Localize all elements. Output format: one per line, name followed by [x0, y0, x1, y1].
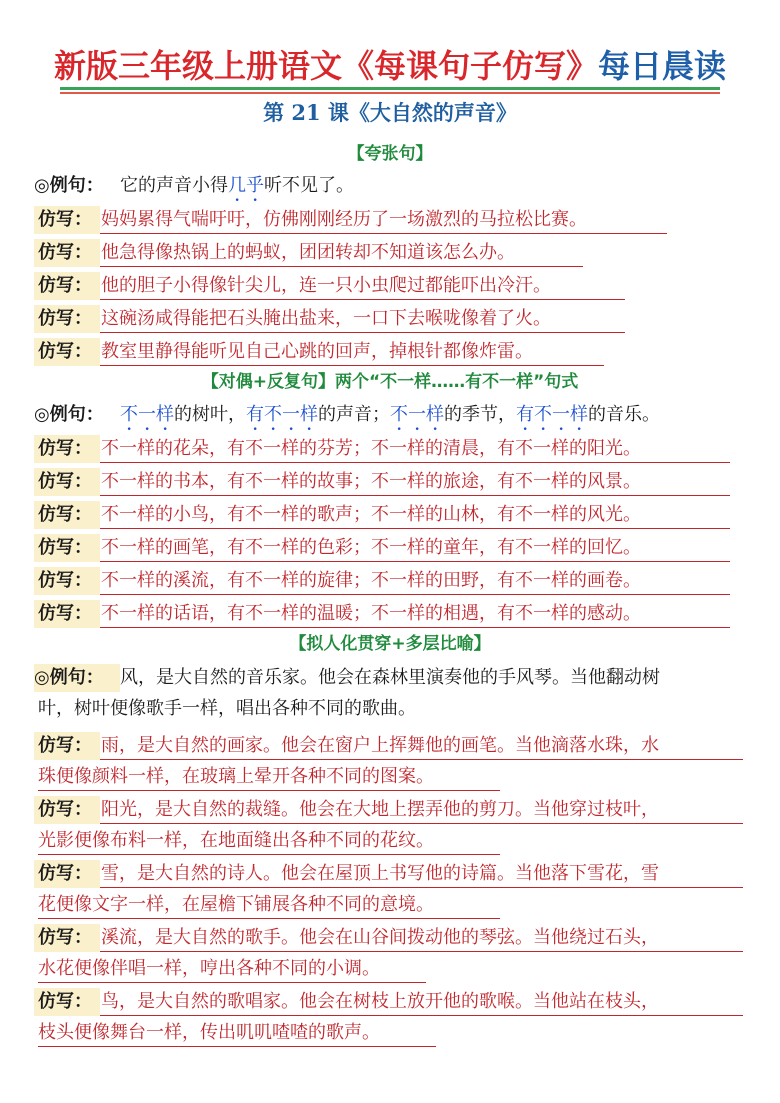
- title-part-topic: 每课句子仿写: [373, 47, 566, 85]
- imitation-label: 仿写：: [38, 735, 92, 756]
- underline: [100, 528, 730, 529]
- example-sentence: [120, 401, 660, 429]
- underline: [100, 823, 743, 824]
- underline: [100, 462, 730, 463]
- imitation-label: 仿写：: [38, 863, 92, 884]
- imitation-text-line2: 光影便像布料一样，在地面缝出各种不同的花纹。: [38, 830, 434, 851]
- imitation-text: 不一样的花朵，有不一样的芬芳；不一样的清晨，有不一样的阳光。: [101, 438, 641, 459]
- imitation-label: 仿写：: [38, 308, 92, 329]
- imitation-text-line2: 枝头便像舞台一样，传出叽叽喳喳的歌声。: [38, 1022, 380, 1043]
- lesson-heading: 第 21 课《大自然的声音》: [263, 100, 517, 125]
- imitation-text: 他的胆子小得像针尖儿，连一只小虫爬过都能吓出冷汗。: [101, 275, 551, 296]
- underline: [100, 951, 743, 952]
- example-keyword: 几乎: [228, 175, 264, 196]
- example-label: ◎例句：: [34, 404, 104, 425]
- imitation-text: 教室里静得能听见自己心跳的回声，掉根针都像炸雷。: [101, 341, 533, 362]
- example-text: 的树叶，: [174, 404, 246, 425]
- page-title: [0, 44, 780, 88]
- underline: [38, 854, 500, 855]
- example-text-line2: 叶，树叶便像歌手一样，唱出各种不同的歌曲。: [38, 698, 416, 719]
- example-text: 的音乐。: [588, 404, 660, 425]
- example-keyword: 不一样: [120, 404, 174, 425]
- title-rule-red: [60, 92, 720, 94]
- example-sentence: [120, 172, 354, 200]
- imitation-label: 仿写：: [38, 603, 92, 624]
- imitation-text-line1: 溪流，是大自然的歌手。他会在山谷间拨动他的琴弦。当他绕过石头，: [101, 927, 659, 948]
- underline: [38, 982, 426, 983]
- imitation-label: 仿写：: [38, 504, 92, 525]
- example-text-line1: 风，是大自然的音乐家。他会在森林里演奏他的手风琴。当他翻动树: [120, 667, 660, 688]
- imitation-label: 仿写：: [38, 341, 92, 362]
- imitation-text-line1: 阳光，是大自然的裁缝。他会在大地上摆弄他的剪刀。当他穿过枝叶，: [101, 799, 659, 820]
- underline: [38, 918, 500, 919]
- underline: [100, 332, 625, 333]
- imitation-label: 仿写：: [38, 438, 92, 459]
- imitation-text-line2: 水花便像伴唱一样，哼出各种不同的小调。: [38, 958, 380, 979]
- imitation-label: 仿写：: [38, 471, 92, 492]
- imitation-label: 仿写：: [38, 242, 92, 263]
- imitation-text: 不一样的小鸟，有不一样的歌声；不一样的山林，有不一样的风光。: [101, 504, 641, 525]
- imitation-label: 仿写：: [38, 537, 92, 558]
- imitation-text: 他急得像热锅上的蚂蚁，团团转却不知道该怎么办。: [101, 242, 515, 263]
- imitation-text: 不一样的画笔，有不一样的色彩；不一样的童年，有不一样的回忆。: [101, 537, 641, 558]
- imitation-text-line2: 珠便像颜料一样，在玻璃上晕开各种不同的图案。: [38, 766, 434, 787]
- imitation-label: 仿写：: [38, 799, 92, 820]
- imitation-label: 仿写：: [38, 570, 92, 591]
- title-rule-green: [60, 87, 720, 90]
- underline: [100, 759, 743, 760]
- imitation-label: 仿写：: [38, 991, 92, 1012]
- imitation-label: 仿写：: [38, 927, 92, 948]
- underline: [100, 627, 730, 628]
- imitation-text: 不一样的溪流，有不一样的旋律；不一样的田野，有不一样的画卷。: [101, 570, 641, 591]
- underline: [100, 1015, 743, 1016]
- example-text: 听不见了。: [264, 175, 354, 196]
- underline: [100, 233, 667, 234]
- imitation-text-line1: 雪，是大自然的诗人。他会在屋顶上书写他的诗篇。当他落下雪花，雪: [101, 863, 659, 884]
- underline: [38, 790, 500, 791]
- imitation-text-line1: 雨，是大自然的画家。他会在窗户上挥舞他的画笔。当他滴落水珠，水: [101, 735, 659, 756]
- underline: [100, 887, 743, 888]
- imitation-label: 仿写：: [38, 209, 92, 230]
- underline: [100, 365, 604, 366]
- underline: [100, 266, 583, 267]
- example-text: 它的声音小得: [120, 175, 228, 196]
- example-keyword: 有不一样: [516, 404, 588, 425]
- underline: [38, 1046, 436, 1047]
- underline: [100, 299, 625, 300]
- title-part-grade: 三年级上册语文《: [117, 47, 374, 85]
- example-keyword: 有不一样: [246, 404, 318, 425]
- title-part-reading: 每日晨读: [598, 47, 727, 85]
- title-part-close: 》: [566, 47, 599, 85]
- imitation-text: 不一样的书本，有不一样的故事；不一样的旅途，有不一样的风景。: [101, 471, 641, 492]
- section-heading-exaggeration: 【夸张句】: [347, 144, 433, 164]
- underline: [100, 561, 730, 562]
- example-text: 的声音；: [318, 404, 390, 425]
- example-keyword: 不一样: [390, 404, 444, 425]
- imitation-text-line1: 鸟，是大自然的歌唱家。他会在树枝上放开他的歌喉。当他站在枝头，: [101, 991, 659, 1012]
- section-heading-antithesis: 【对偶+反复句】两个“不一样……有不一样”句式: [201, 372, 579, 392]
- example-text: 的季节，: [444, 404, 516, 425]
- imitation-text-line2: 花便像文字一样，在屋檐下铺展各种不同的意境。: [38, 894, 434, 915]
- imitation-label: 仿写：: [38, 275, 92, 296]
- imitation-text: 这碗汤咸得能把石头腌出盐来，一口下去喉咙像着了火。: [101, 308, 551, 329]
- imitation-text: 妈妈累得气喘吁吁，仿佛刚刚经历了一场激烈的马拉松比赛。: [101, 209, 587, 230]
- example-label: ◎例句：: [34, 667, 104, 688]
- section-heading-personification: 【拟人化贯穿+多层比喻】: [289, 634, 491, 654]
- title-part-new: 新版: [53, 47, 118, 85]
- underline: [100, 495, 730, 496]
- underline: [100, 594, 730, 595]
- imitation-text: 不一样的话语，有不一样的温暖；不一样的相遇，有不一样的感动。: [101, 603, 641, 624]
- example-label: ◎例句：: [34, 175, 104, 196]
